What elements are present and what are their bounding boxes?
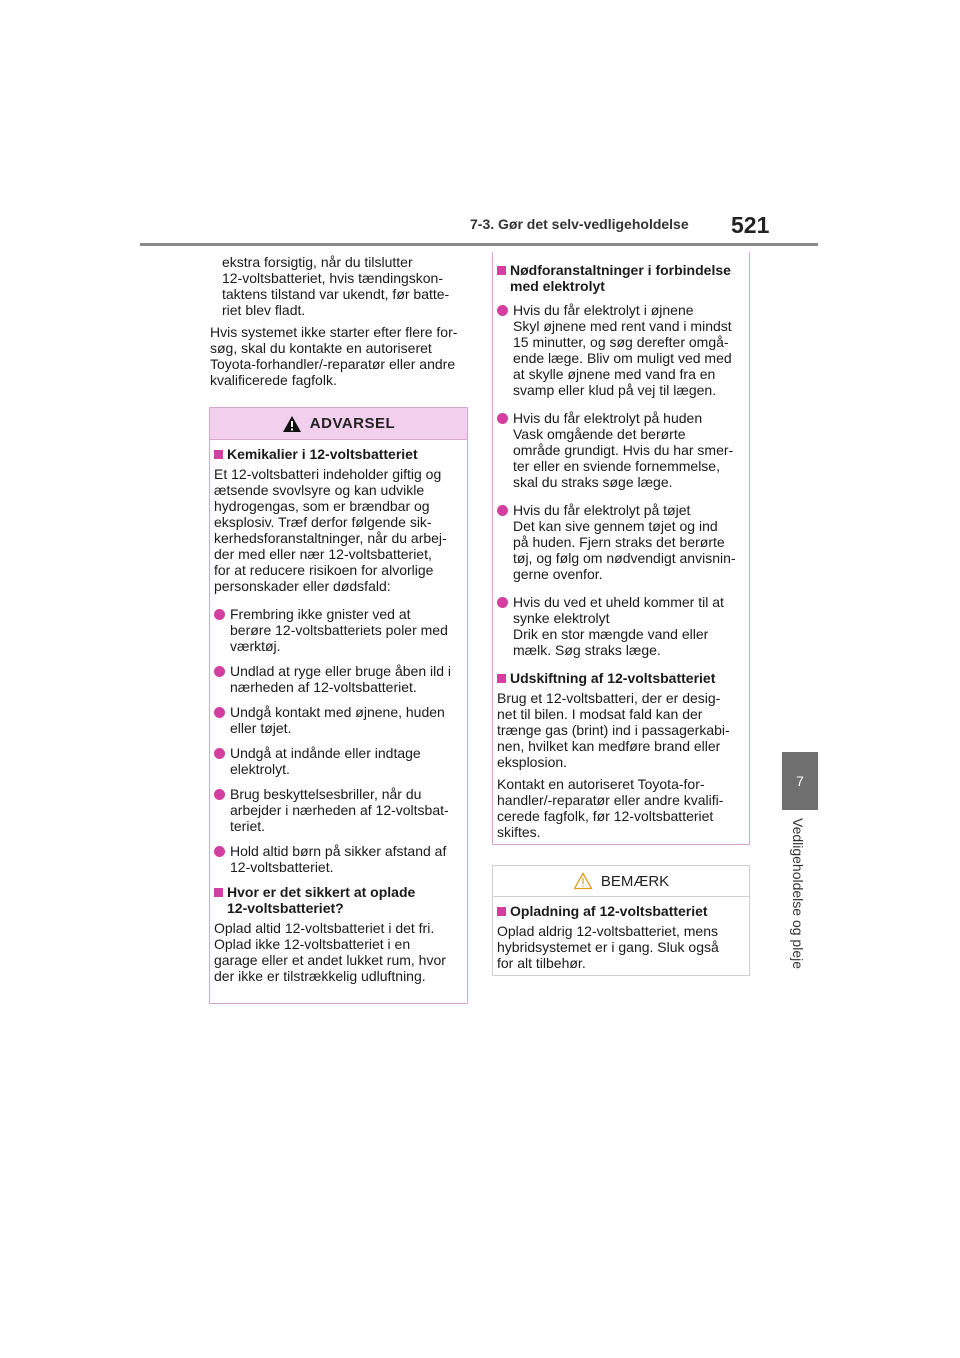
- intro-text: [210, 254, 468, 394]
- text-line: Hvis du får elektrolyt på tøjet: [513, 502, 691, 518]
- list-item: [214, 843, 463, 875]
- warning-paragraph: [214, 466, 463, 594]
- circle-bullet-icon: [497, 505, 508, 516]
- section-title: Kemikalier i 12-voltsbatteriet: [227, 446, 418, 462]
- text-line: Et 12-voltsbatteri indeholder giftig og: [214, 466, 442, 482]
- text-line: kerhedsforanstaltninger, når du arbej-: [214, 530, 447, 546]
- text-line: elektrolyt.: [230, 761, 290, 777]
- text-line: teriet.: [230, 818, 266, 834]
- text-line: Kontakt en autoriseret Toyota-for-: [497, 776, 705, 792]
- text-line: handler/-reparatør eller andre kvalifi-: [497, 792, 724, 808]
- warning-paragraph: [214, 920, 463, 984]
- text-line: Oplad altid 12-voltsbatteriet i det fri.: [214, 920, 435, 936]
- circle-bullet-icon: [497, 413, 508, 424]
- text-line: hybridsystemet er i gang. Sluk også: [497, 939, 719, 955]
- text-line: eller tøjet.: [230, 720, 292, 736]
- section-title: Opladning af 12-voltsbatteriet: [510, 903, 708, 919]
- warning-box: [209, 407, 468, 1004]
- circle-bullet-icon: [214, 789, 225, 800]
- notice-header: [493, 866, 749, 897]
- section-header-title: 7-3. Gør det selv-vedligeholdelse: [470, 216, 689, 232]
- intro-paragraph: [210, 324, 468, 388]
- text-line: Undgå kontakt med øjnene, huden: [230, 704, 445, 720]
- text-line: Undlad at ryge eller bruge åben ild i: [230, 663, 452, 679]
- text-line: cerede fagfolk, før 12-voltsbatteriet: [497, 808, 714, 824]
- text-line: søg, skal du kontakte en autoriseret: [210, 340, 432, 356]
- circle-bullet-icon: [214, 707, 225, 718]
- text-line: Skyl øjnene med rent vand i mindst: [513, 318, 732, 334]
- list-item: [497, 594, 745, 658]
- text-line: der med eller nær 12-voltsbatteriet,: [214, 546, 432, 562]
- text-line: Vask omgående det berørte: [513, 426, 686, 442]
- circle-bullet-icon: [214, 846, 225, 857]
- list-item: [214, 786, 463, 834]
- text-line: personskader eller dødsfald:: [214, 578, 391, 594]
- text-line: Hold altid børn på sikker afstand af: [230, 843, 447, 859]
- text-line: Frembring ikke gnister ved at: [230, 606, 411, 622]
- text-line: Oplad aldrig 12-voltsbatteriet, mens: [497, 923, 718, 939]
- text-line: 12-voltsbatteriet, hvis tændingskon-: [222, 270, 443, 286]
- list-item: [214, 663, 463, 695]
- circle-bullet-icon: [497, 597, 508, 608]
- text-line: 15 minutter, og søg derefter omgå-: [513, 334, 729, 350]
- text-line: kvalificerede fagfolk.: [210, 372, 337, 388]
- text-line: ter eller en sviende fornemmelse,: [513, 458, 720, 474]
- section-title: Nødforanstaltninger i forbindelse: [510, 262, 731, 278]
- header-divider: [140, 243, 818, 246]
- text-line: Brug beskyttelsesbriller, når du: [230, 786, 422, 802]
- text-line: ende læge. Bliv om muligt ved med: [513, 350, 732, 366]
- text-line: eksplosion.: [497, 754, 568, 770]
- text-line: eksplosiv. Træf derfor følgende sik-: [214, 514, 432, 530]
- text-line: hydrogengas, som er brændbar og: [214, 498, 430, 514]
- text-line: Det kan sive gennem tøjet og ind: [513, 518, 718, 534]
- intro-continuation: [210, 254, 468, 318]
- warning-continuation-box: [492, 252, 750, 845]
- text-line: svamp eller klud på vej til lægen.: [513, 382, 717, 398]
- section-title: 12-voltsbatteriet?: [227, 900, 344, 916]
- warning-label: ADVARSEL: [309, 415, 396, 432]
- square-bullet-icon: [497, 266, 506, 275]
- text-line: berøre 12-voltsbatteriets poler med: [230, 622, 448, 638]
- text-line: tøj, og følg om nødvendigt anvisnin-: [513, 550, 736, 566]
- notice-label: BEMÆRK: [600, 872, 670, 890]
- list-item: [214, 606, 463, 654]
- circle-bullet-icon: [214, 666, 225, 677]
- section-title: Udskiftning af 12-voltsbatteriet: [510, 670, 716, 686]
- list-item: [214, 745, 463, 777]
- text-line: net til bilen. I modsat fald kan der: [497, 706, 703, 722]
- text-line: garage eller et andet lukket rum, hvor: [214, 952, 446, 968]
- chapter-side-label: Vedligeholdelse og pleje: [790, 818, 806, 970]
- text-line: Undgå at indånde eller indtage: [230, 745, 421, 761]
- page-number: 521: [731, 212, 770, 238]
- text-line: mælk. Søg straks læge.: [513, 642, 661, 658]
- text-line: gerne ovenfor.: [513, 566, 603, 582]
- section-title: Hvor er det sikkert at oplade: [227, 884, 416, 900]
- chapter-tab: 7: [782, 752, 818, 810]
- square-bullet-icon: [497, 907, 506, 916]
- text-line: arbejder i nærheden af 12-voltsbat-: [230, 802, 449, 818]
- notice-paragraph: [497, 923, 745, 971]
- text-line: Brug et 12-voltsbatteri, der er desig-: [497, 690, 721, 706]
- circle-bullet-icon: [214, 609, 225, 620]
- section-heading: [497, 670, 745, 686]
- text-line: værktøj.: [230, 638, 281, 654]
- text-line: for at reducere risikoen for alvorlige: [214, 562, 434, 578]
- text-line: riet blev fladt.: [222, 302, 306, 318]
- text-line: taktens tilstand var ukendt, før batte-: [222, 286, 450, 302]
- circle-bullet-icon: [497, 305, 508, 316]
- warning-triangle-icon: [282, 415, 302, 433]
- notice-box: [492, 865, 750, 976]
- text-line: nærheden af 12-voltsbatteriet.: [230, 679, 417, 695]
- text-line: område grundigt. Hvis du har smer-: [513, 442, 734, 458]
- text-line: nen, hvilket kan medføre brand eller: [497, 738, 721, 754]
- text-line: skiftes.: [497, 824, 541, 840]
- text-line: trænge gas (brint) ind i passagerkabi-: [497, 722, 730, 738]
- section-heading: [214, 446, 463, 462]
- text-line: skal du straks søge læge.: [513, 474, 673, 490]
- text-line: på huden. Fjern straks det berørte: [513, 534, 725, 550]
- square-bullet-icon: [214, 888, 223, 897]
- text-line: for alt tilbehør.: [497, 955, 586, 971]
- warning-paragraph: [497, 690, 745, 770]
- text-line: Hvis du ved et uheld kommer til at: [513, 594, 724, 610]
- text-line: 12-voltsbatteriet.: [230, 859, 334, 875]
- section-heading: [497, 903, 745, 919]
- text-line: der ikke er tilstrækkelig udluftning.: [214, 968, 426, 984]
- text-line: Toyota-forhandler/-reparatør eller andre: [210, 356, 456, 372]
- text-line: at skylle øjnene med vand fra en: [513, 366, 716, 382]
- warning-paragraph: [497, 776, 745, 840]
- section-heading: [497, 262, 745, 294]
- square-bullet-icon: [497, 674, 506, 683]
- text-line: Hvis du får elektrolyt i øjnene: [513, 302, 694, 318]
- list-item: [497, 502, 745, 582]
- text-line: synke elektrolyt: [513, 610, 610, 626]
- caution-triangle-icon: [573, 872, 593, 890]
- section-heading: [214, 884, 463, 916]
- list-item: [497, 410, 745, 490]
- list-item: [497, 302, 745, 398]
- circle-bullet-icon: [214, 748, 225, 759]
- warning-header: [210, 408, 467, 440]
- text-line: Hvis systemet ikke starter efter flere for-: [210, 324, 458, 340]
- section-title: med elektrolyt: [510, 278, 605, 294]
- square-bullet-icon: [214, 450, 223, 459]
- warning-continuation-content: [493, 252, 749, 840]
- warning-content: [210, 440, 467, 984]
- list-item: [214, 704, 463, 736]
- text-line: Drik en stor mængde vand eller: [513, 626, 709, 642]
- text-line: ætsende svovlsyre og kan udvikle: [214, 482, 425, 498]
- notice-content: [493, 897, 749, 971]
- text-line: ekstra forsigtig, når du tilslutter: [222, 254, 413, 270]
- text-line: Oplad ikke 12-voltsbatteriet i en: [214, 936, 411, 952]
- text-line: Hvis du får elektrolyt på huden: [513, 410, 703, 426]
